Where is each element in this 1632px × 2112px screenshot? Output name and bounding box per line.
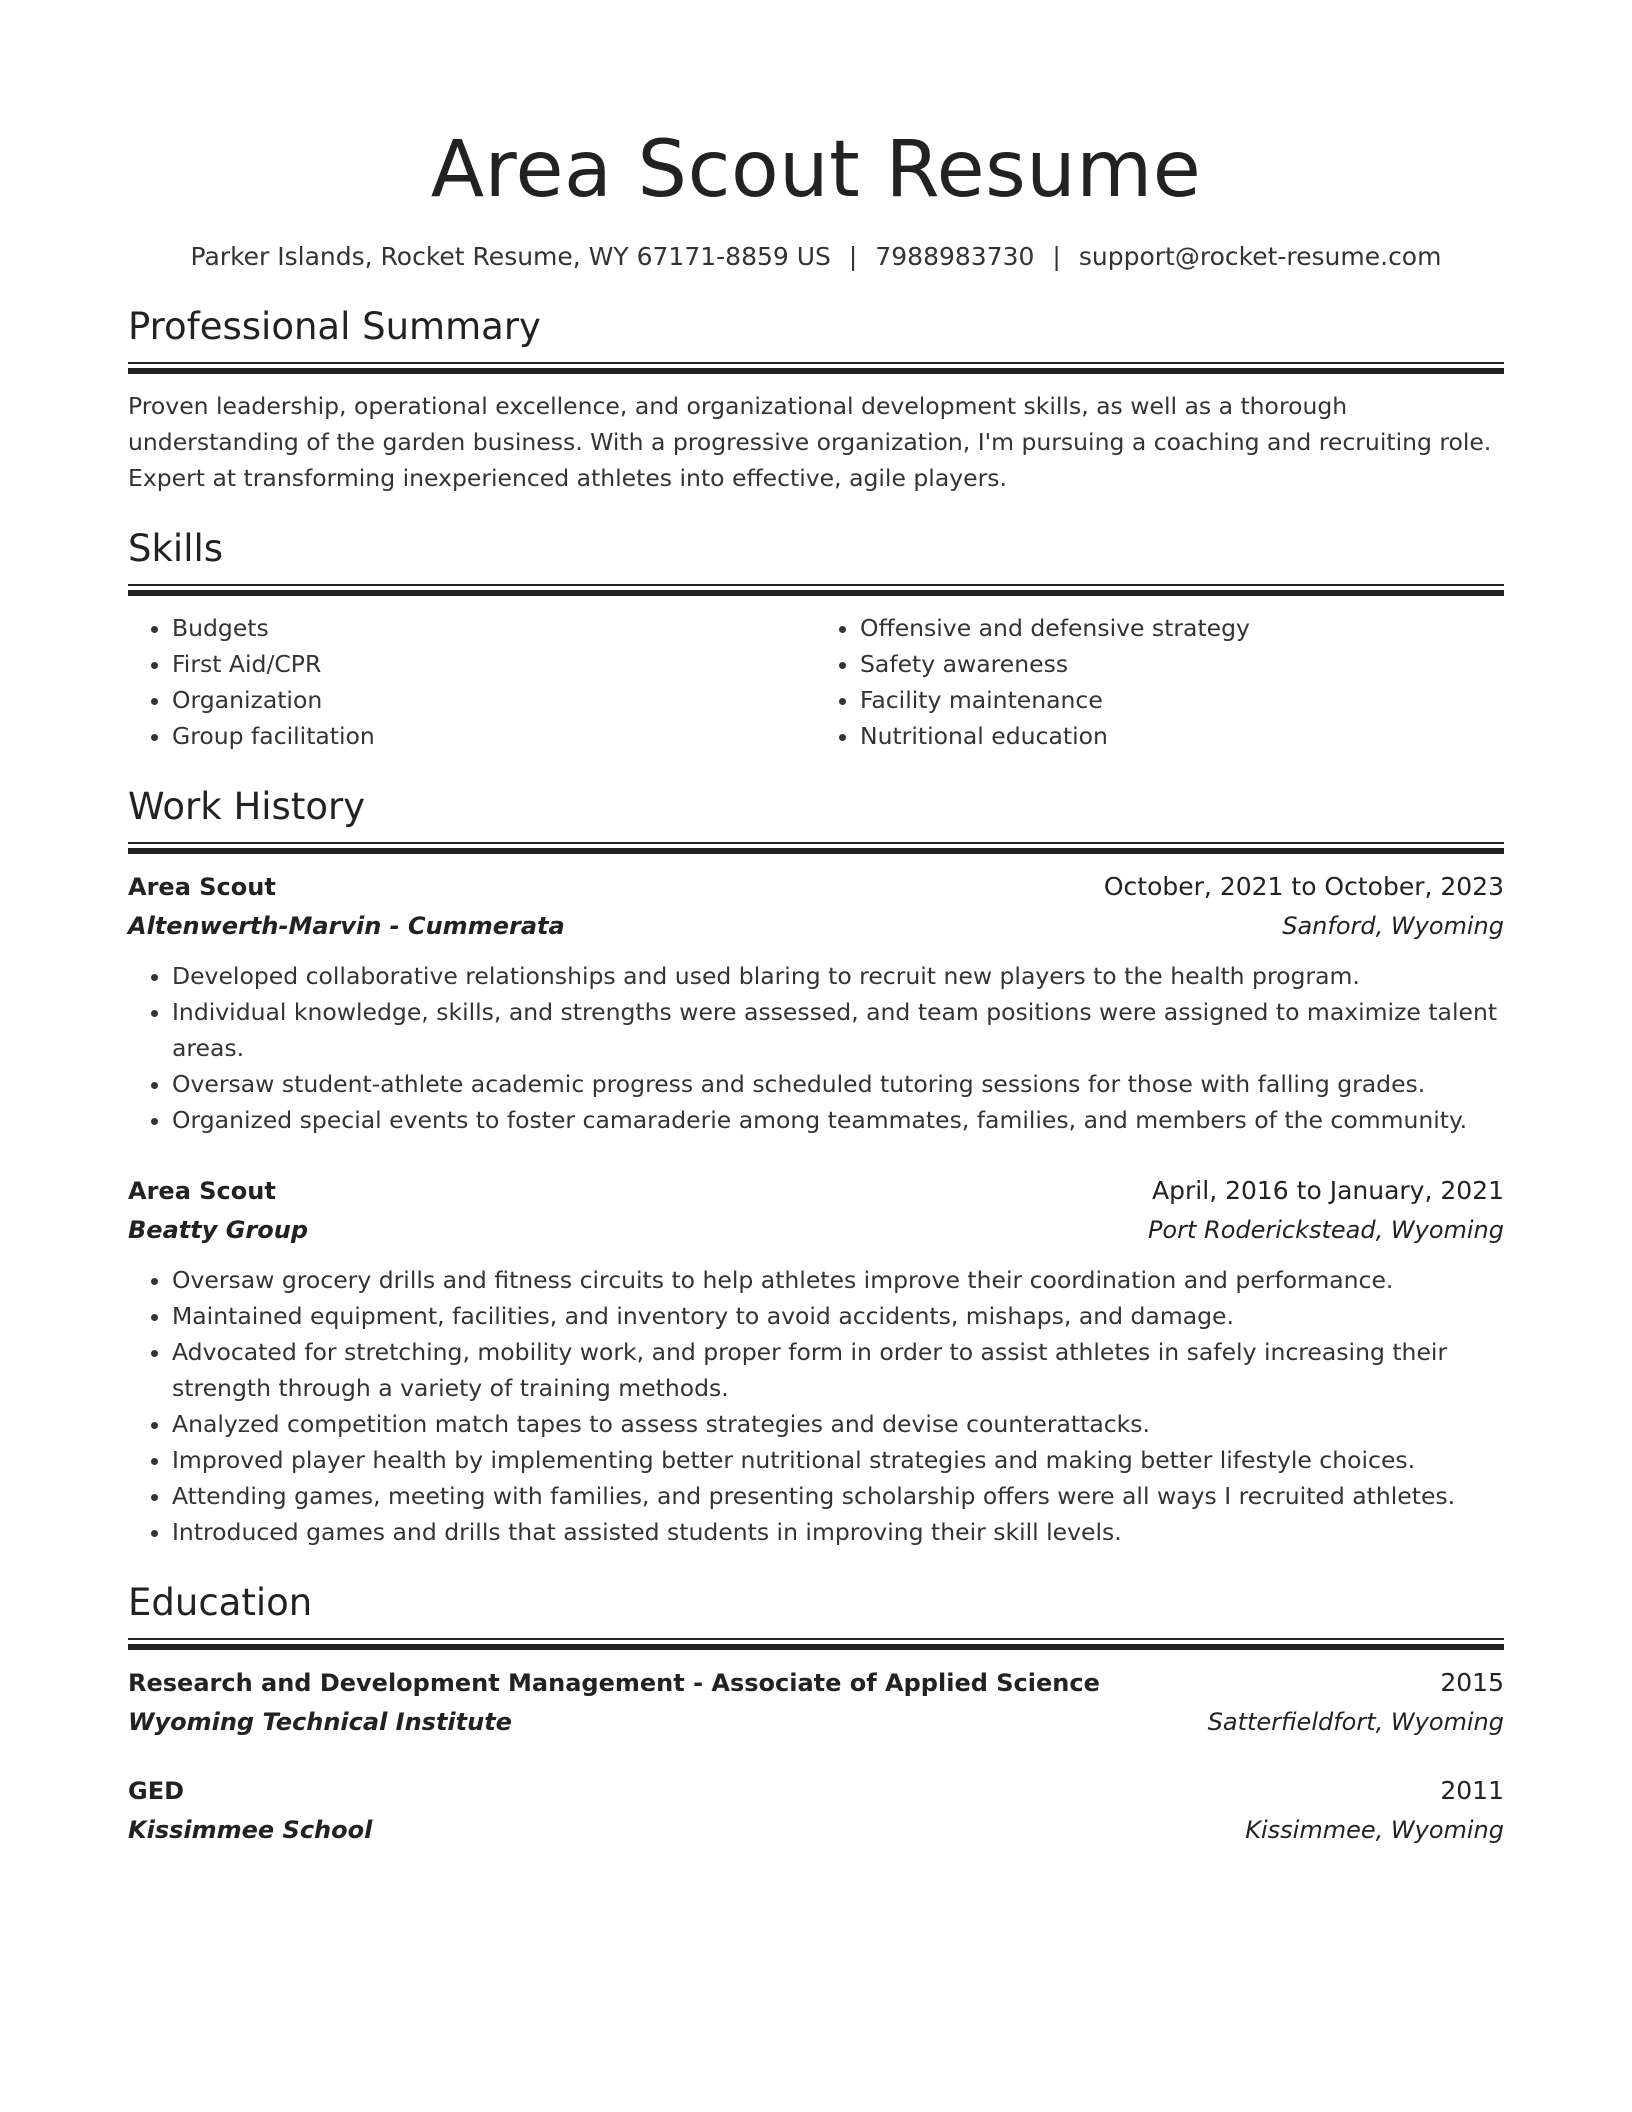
company-name: Beatty Group: [128, 1216, 308, 1244]
job-dates: October, 2021 to October, 2023: [1103, 872, 1504, 901]
job-bullet: • Introduced games and drills that assisted students in improving their skill levels.: [172, 1514, 1504, 1550]
job-bullets: [128, 1262, 1504, 1550]
school-location: Satterfieldfort, Wyoming: [1207, 1708, 1504, 1736]
summary-text: Proven leadership, operational excellence, and organizational development skills, as well as a thorough understanding of the garden business. With a progressive organization, I'm pursuing a coaching and recruiting role. Expert at transforming inexperienced athletes into effective, agile players.: [128, 392, 1492, 492]
section-divider: [128, 584, 1504, 596]
job-dates: April, 2016 to January, 2021: [1152, 1176, 1504, 1205]
contact-address: Parker Islands, Rocket Resume, WY 67171-8859 US: [190, 242, 831, 271]
skill-item: • Offensive and defensive strategy: [860, 610, 1504, 646]
graduation-year: 2011: [1440, 1776, 1504, 1805]
education-entry: [128, 1664, 1504, 1742]
skills-columns: [128, 610, 1504, 754]
graduation-year: 2015: [1440, 1668, 1504, 1697]
skills-left-list: [128, 610, 816, 754]
job-title: Area Scout: [128, 873, 276, 901]
work-heading: Work History: [128, 785, 366, 828]
job-location: Sanford, Wyoming: [1282, 912, 1504, 940]
summary-section: [128, 304, 1504, 496]
school-location: Kissimmee, Wyoming: [1245, 1816, 1504, 1844]
skill-item: • Nutritional education: [860, 718, 1504, 754]
skills-section: [128, 526, 1504, 754]
contact-separator: |: [848, 242, 858, 271]
summary-heading: Professional Summary: [128, 305, 541, 348]
job-bullet: • Maintained equipment, facilities, and inventory to avoid accidents, mishaps, and damage.: [172, 1298, 1504, 1334]
education-entry: [128, 1772, 1504, 1850]
degree-name: Research and Development Management - Associate of Applied Science: [128, 1669, 1100, 1697]
job-bullet: • Attending games, meeting with families, and presenting scholarship offers were all ways I recruited athletes.: [172, 1478, 1504, 1514]
job-bullet: • Advocated for stretching, mobility work, and proper form in order to assist athletes in safely increasing their strength through a variety of training methods.: [172, 1334, 1504, 1406]
work-section: [128, 784, 1504, 1550]
skill-item: • Budgets: [172, 610, 816, 646]
skills-right-list: [816, 610, 1504, 754]
contact-phone: 7988983730: [875, 242, 1035, 271]
education-heading: Education: [128, 1581, 313, 1624]
job-bullets: [128, 958, 1504, 1138]
job-entry: [128, 1172, 1504, 1550]
skill-item: • Group facilitation: [172, 718, 816, 754]
resume-page: [128, 120, 1504, 1850]
degree-name: GED: [128, 1777, 185, 1805]
job-bullet: • Individual knowledge, skills, and strengths were assessed, and team positions were assigned to maximize talent areas.: [172, 994, 1504, 1066]
education-section: [128, 1580, 1504, 1850]
skill-item: • Safety awareness: [860, 646, 1504, 682]
section-divider: [128, 362, 1504, 374]
contact-separator: |: [1052, 242, 1061, 271]
job-location: Port Roderickstead, Wyoming: [1147, 1216, 1504, 1244]
skills-heading: Skills: [128, 527, 224, 570]
section-divider: [128, 842, 1504, 854]
contact-email: support@rocket-resume.com: [1078, 242, 1442, 271]
job-bullet: • Oversaw grocery drills and fitness circuits to help athletes improve their coordination and performance.: [172, 1262, 1504, 1298]
company-name: Altenwerth-Marvin - Cummerata: [128, 912, 565, 940]
job-bullet: • Improved player health by implementing better nutritional strategies and making better lifestyle choices.: [172, 1442, 1504, 1478]
job-bullet: • Oversaw student-athlete academic progress and scheduled tutoring sessions for those with falling grades.: [172, 1066, 1504, 1102]
skill-item: • Facility maintenance: [860, 682, 1504, 718]
job-bullet: • Organized special events to foster camaraderie among teammates, families, and members of the community.: [172, 1102, 1504, 1138]
contact-line: [128, 240, 1504, 274]
job-entry: [128, 868, 1504, 1138]
job-bullet: • Developed collaborative relationships and used blaring to recruit new players to the health program.: [172, 958, 1504, 994]
school-name: Kissimmee School: [128, 1816, 373, 1844]
section-divider: [128, 1638, 1504, 1650]
skill-item: • Organization: [172, 682, 816, 718]
school-name: Wyoming Technical Institute: [128, 1708, 512, 1736]
job-title: Area Scout: [128, 1177, 276, 1205]
job-bullet: • Analyzed competition match tapes to assess strategies and devise counterattacks.: [172, 1406, 1504, 1442]
resume-title: Area Scout Resume: [430, 125, 1202, 215]
skill-item: • First Aid/CPR: [172, 646, 816, 682]
